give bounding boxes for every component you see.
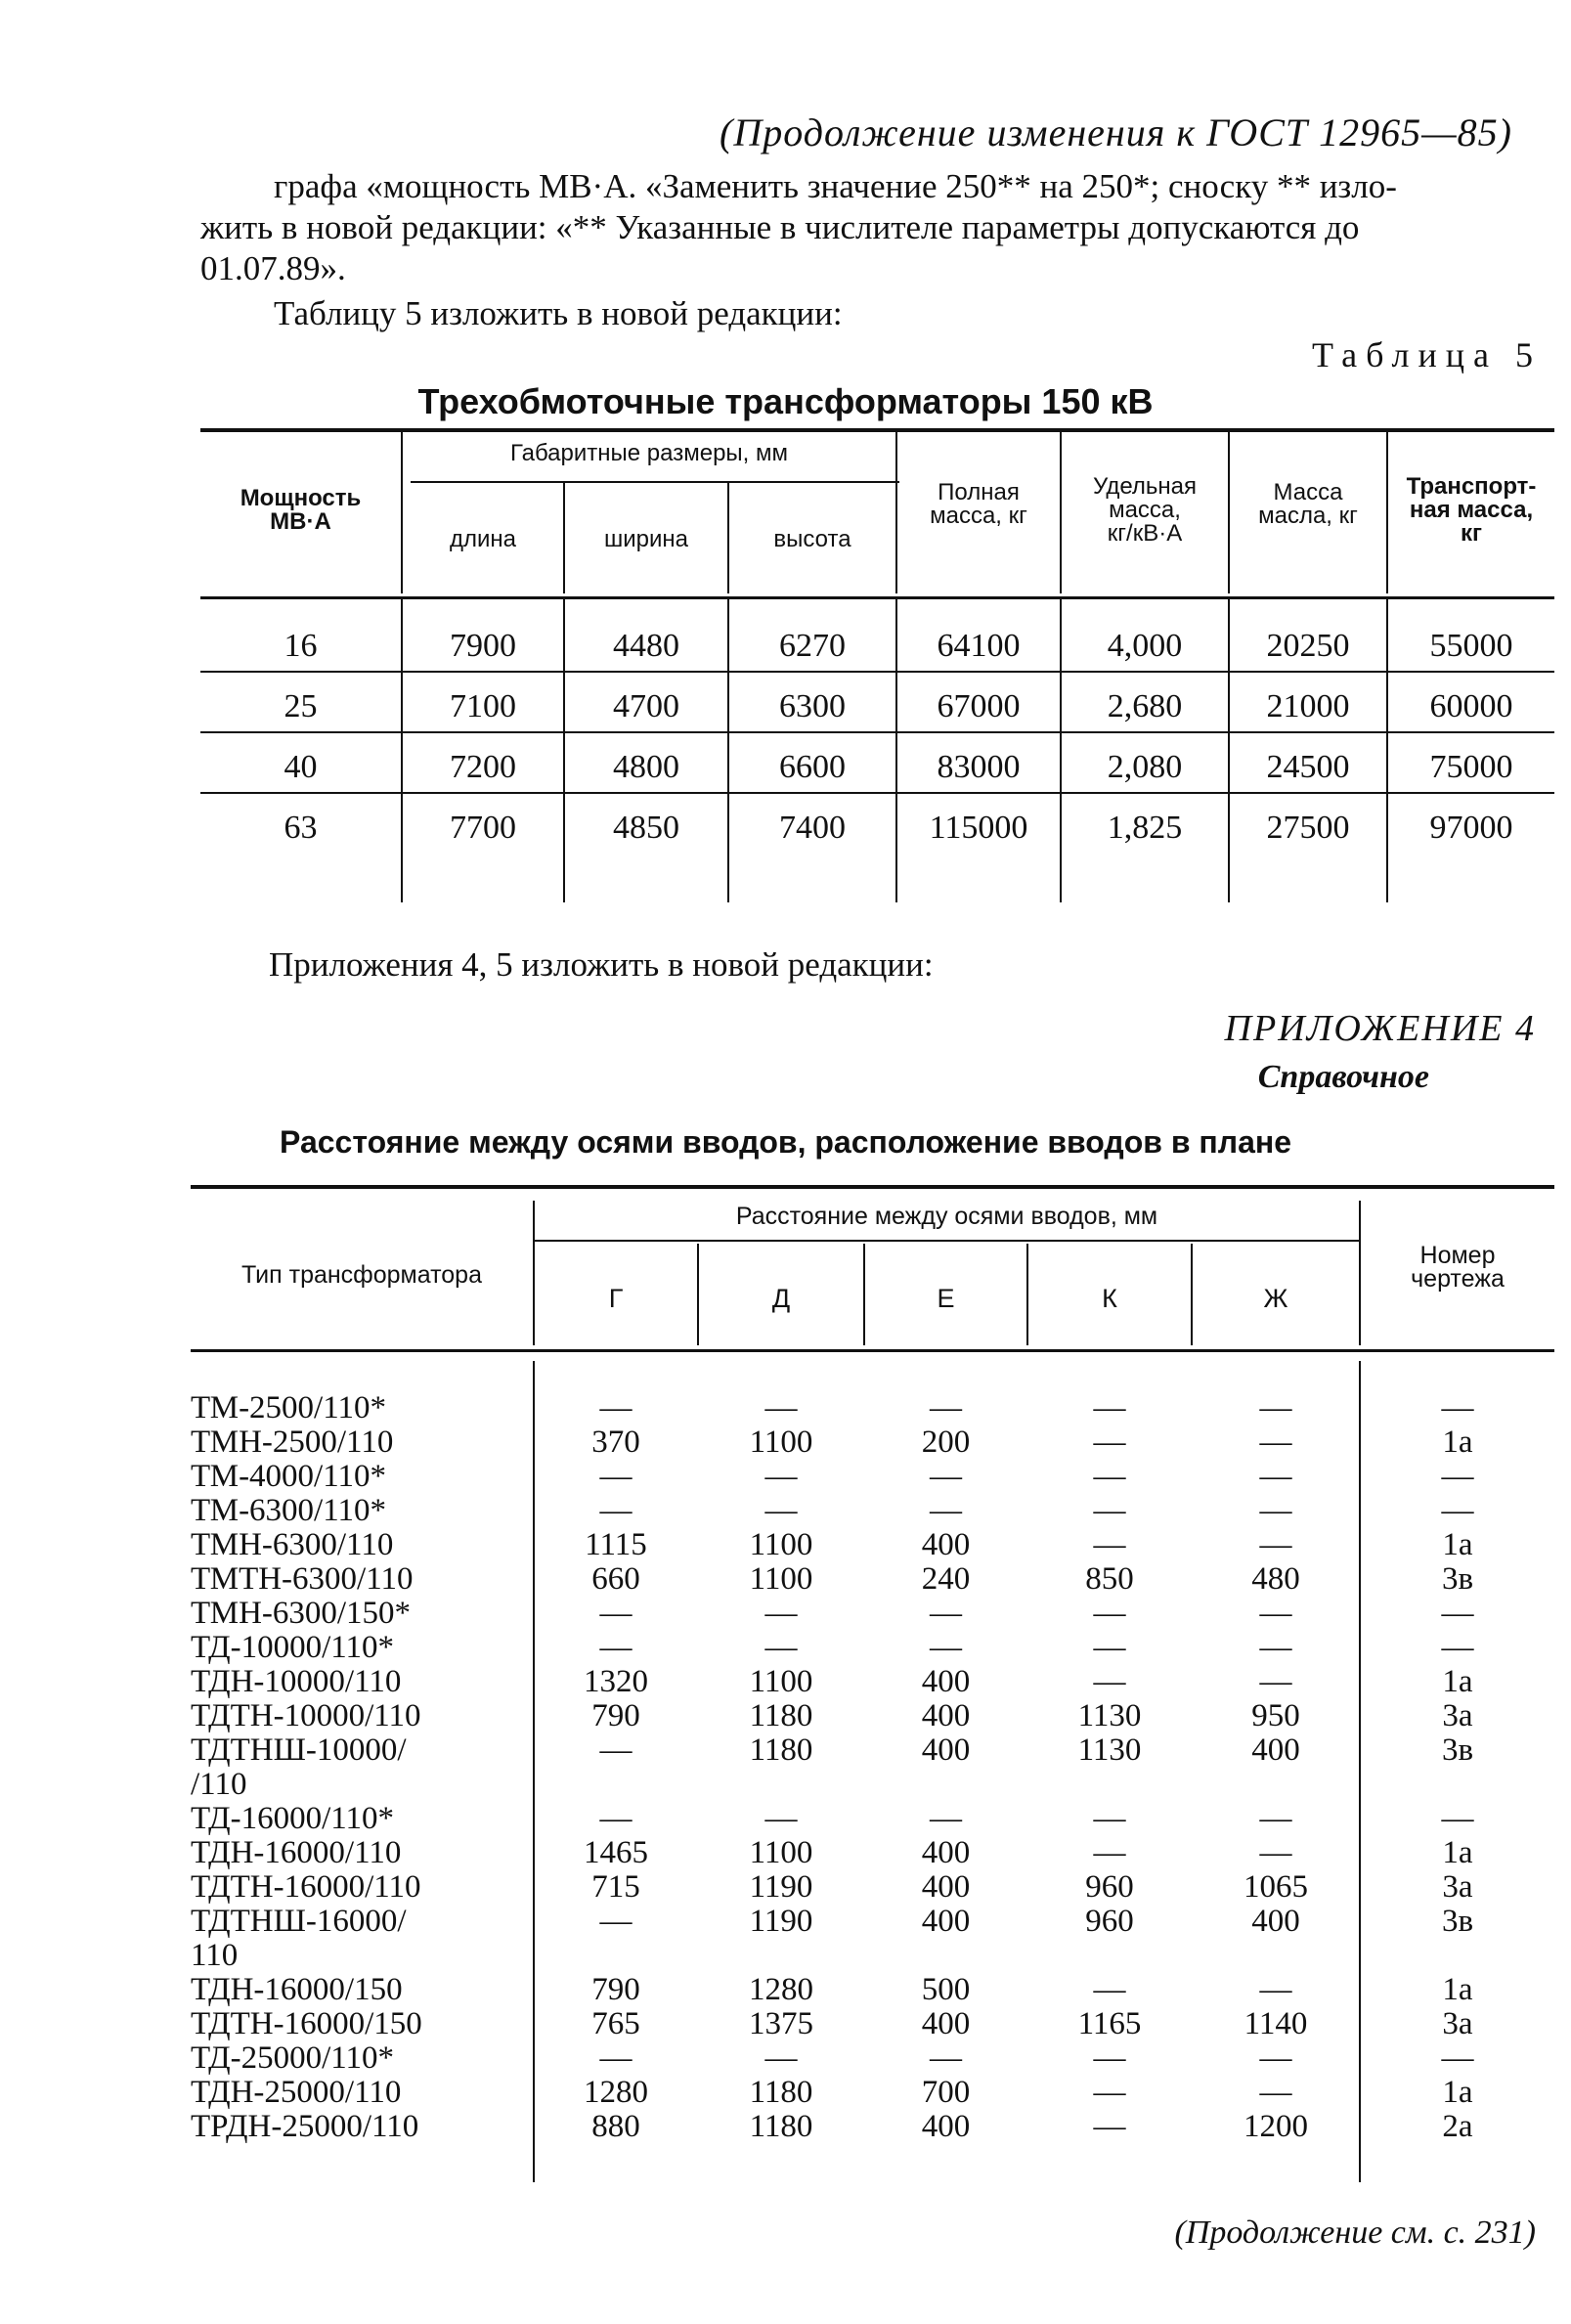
header-g: Г (608, 1284, 624, 1313)
header-e: Е (937, 1284, 955, 1313)
cell-length: 7100 (450, 688, 516, 724)
cell-d: 1100 (749, 1664, 813, 1699)
cell-d: 1375 (749, 2006, 813, 2041)
cell-drawing: — (1441, 1596, 1474, 1631)
cell-e: — (930, 1459, 962, 1494)
cell-specific-mass: 4,000 (1107, 628, 1183, 664)
appendix-intro: Приложения 4, 5 изложить в новой редакции: (269, 945, 934, 984)
cell-length: 7200 (450, 749, 516, 785)
cell-g: 1320 (584, 1664, 648, 1699)
cell-e: — (930, 1801, 962, 1836)
cell-drawing: 2а (1442, 2109, 1473, 2144)
cell-k: — (1093, 1630, 1126, 1665)
cell-width: 4800 (613, 749, 679, 785)
cell-e: 400 (921, 1698, 971, 1733)
cell-d: 1190 (749, 1869, 813, 1905)
header-zh: Ж (1263, 1284, 1288, 1313)
cell-height: 6270 (779, 628, 846, 664)
cell-e: 400 (921, 1869, 971, 1905)
transformer-type: ТМТН-6300/110 (191, 1561, 414, 1597)
cell-e: 240 (921, 1561, 971, 1597)
transformer-type: ТДТН-16000/110 (191, 1869, 421, 1905)
cell-d: 1180 (749, 2109, 813, 2144)
header-dims-group: Габаритные размеры, мм (509, 440, 788, 466)
cell-drawing: 1а (1442, 1527, 1473, 1562)
cell-zh: — (1259, 1596, 1292, 1631)
cell-width: 4480 (613, 628, 679, 664)
cell-specific-mass: 2,680 (1107, 688, 1183, 724)
appendix-subtitle: Справочное (1257, 1059, 1429, 1095)
header-transport-mass: Транспорт- ная масса, кг (1406, 473, 1537, 547)
appendix-header-rule (191, 1349, 1554, 1352)
cell-zh: 1200 (1244, 2109, 1308, 2144)
cell-drawing: — (1441, 1801, 1474, 1836)
transformer-type: ТДН-16000/150 (191, 1972, 403, 2007)
intro-line-4: Таблицу 5 изложить в новой редакции: (274, 294, 843, 332)
table5-caption: Таблица 5 (1312, 335, 1542, 374)
header-full-mass: Полная масса, кг (930, 479, 1027, 529)
cell-e: 700 (921, 2075, 971, 2110)
cell-k: 1165 (1077, 2006, 1142, 2041)
header-power: Мощность МВ·А (240, 485, 362, 535)
cell-power: 63 (284, 810, 318, 846)
transformer-type: /110 (191, 1767, 247, 1802)
cell-zh: 950 (1251, 1698, 1300, 1733)
table5-header-rule (200, 596, 1554, 599)
cell-drawing: 3а (1442, 1698, 1473, 1733)
cell-e: — (930, 1630, 962, 1665)
cell-transport-mass: 60000 (1429, 688, 1513, 724)
cell-k: 1130 (1077, 1698, 1142, 1733)
cell-zh: — (1259, 1835, 1292, 1870)
cell-k: — (1093, 1835, 1126, 1870)
cell-oil-mass: 21000 (1266, 688, 1350, 724)
cell-d: — (764, 1630, 798, 1665)
cell-drawing: — (1441, 1493, 1474, 1528)
cell-specific-mass: 2,080 (1107, 749, 1183, 785)
cell-width: 4850 (613, 810, 679, 846)
cell-d: 1180 (749, 2075, 813, 2110)
cell-k: 960 (1085, 1869, 1134, 1905)
transformer-type: ТД-25000/110* (191, 2040, 395, 2076)
cell-full-mass: 64100 (937, 628, 1021, 664)
cell-zh: — (1259, 1664, 1292, 1699)
cell-g: — (599, 1493, 633, 1528)
cell-g: — (599, 1904, 633, 1939)
appendix-table-title: Расстояние между осями вводов, расположение вводов в плане (280, 1124, 1291, 1160)
intro-line-3: 01.07.89». (200, 249, 346, 287)
table5-group-rule (411, 481, 899, 483)
cell-zh: 400 (1251, 1732, 1300, 1768)
cell-d: — (764, 1596, 798, 1631)
cell-oil-mass: 27500 (1266, 810, 1350, 846)
appendix-group-rule (533, 1240, 1359, 1242)
cell-e: 400 (921, 2006, 971, 2041)
cell-e: 200 (921, 1425, 971, 1460)
cell-k: — (1093, 1493, 1126, 1528)
intro-line-1: графа «мощность МВ·А. «Заменить значение 250** на 250*; сноску ** изло- (274, 167, 1397, 205)
cell-k: — (1093, 1390, 1126, 1425)
cell-full-mass: 67000 (937, 688, 1021, 724)
cell-transport-mass: 97000 (1429, 810, 1513, 846)
cell-k: — (1093, 1664, 1126, 1699)
cell-drawing: 3в (1441, 1732, 1474, 1768)
cell-specific-mass: 1,825 (1107, 810, 1183, 846)
cell-g: — (599, 1390, 633, 1425)
cell-drawing: — (1441, 1630, 1474, 1665)
cell-zh: 1140 (1244, 2006, 1308, 2041)
cell-drawing: 1а (1442, 1972, 1473, 2007)
cell-e: 400 (921, 2109, 971, 2144)
transformer-type: ТД-10000/110* (191, 1630, 395, 1665)
header-transformer-type: Тип трансформатора (241, 1261, 482, 1289)
transformer-type: ТМН-6300/110 (191, 1527, 394, 1562)
cell-k: 960 (1085, 1904, 1134, 1939)
cell-k: — (1093, 1527, 1126, 1562)
cell-g: 765 (591, 2006, 640, 2041)
cell-drawing: 1а (1442, 2075, 1473, 2110)
cell-d: — (764, 1390, 798, 1425)
header-d: Д (771, 1284, 791, 1313)
cell-zh: — (1259, 1459, 1292, 1494)
appendix-top-rule (191, 1185, 1554, 1189)
cell-power: 25 (284, 688, 318, 724)
table5-row-rule (200, 792, 1554, 794)
header-k: К (1102, 1284, 1117, 1313)
cell-full-mass: 115000 (929, 810, 1028, 846)
cell-g: 660 (591, 1561, 640, 1597)
cell-power: 40 (284, 749, 318, 785)
transformer-type: ТМН-6300/150* (191, 1596, 412, 1631)
cell-zh: — (1259, 1801, 1292, 1836)
cell-oil-mass: 24500 (1266, 749, 1350, 785)
cell-g: 790 (591, 1698, 640, 1733)
cell-g: 1115 (585, 1527, 647, 1562)
cell-d: — (764, 1493, 798, 1528)
cell-d: 1280 (749, 1972, 813, 2007)
cell-zh: — (1259, 1630, 1292, 1665)
cell-g: 880 (591, 2109, 640, 2144)
cell-zh: — (1259, 2075, 1292, 2110)
cell-zh: 480 (1251, 1561, 1300, 1597)
cell-drawing: 1а (1442, 1425, 1473, 1460)
cell-drawing: 1а (1442, 1835, 1473, 1870)
cell-g: 1465 (584, 1835, 648, 1870)
cell-d: 1100 (749, 1561, 813, 1597)
cell-drawing: 3в (1441, 1904, 1474, 1939)
transformer-type: ТДТНШ-10000/ (191, 1732, 407, 1768)
cell-length: 7900 (450, 628, 516, 664)
cell-e: — (930, 2040, 962, 2076)
cell-k: — (1093, 1801, 1126, 1836)
cell-drawing: 3а (1442, 2006, 1473, 2041)
table5-row-rule (200, 671, 1554, 673)
cell-k: — (1093, 2075, 1126, 2110)
cell-g: — (599, 1630, 633, 1665)
cell-d: 1100 (749, 1527, 813, 1562)
transformer-type: ТРДН-25000/110 (191, 2109, 419, 2144)
table5-top-rule (200, 428, 1554, 432)
intro-line-2: жить в новой редакции: «** Указанные в числителе параметры допускаются до (200, 208, 1360, 246)
cell-g: — (599, 2040, 633, 2076)
cell-g: 790 (591, 1972, 640, 2007)
table5-row-rule (200, 731, 1554, 733)
cell-e: — (930, 1596, 962, 1631)
cell-d: — (764, 1459, 798, 1494)
cell-e: — (930, 1390, 962, 1425)
cell-height: 6300 (779, 688, 846, 724)
cell-k: — (1093, 2040, 1126, 2076)
cell-drawing: 3в (1441, 1561, 1474, 1597)
transformer-type: ТМ-6300/110* (191, 1493, 386, 1528)
transformer-type: ТМ-4000/110* (191, 1459, 386, 1494)
transformer-type: ТДТН-16000/150 (191, 2006, 422, 2041)
cell-e: 400 (921, 1732, 971, 1768)
cell-zh: — (1259, 2040, 1292, 2076)
cell-zh: — (1259, 1493, 1292, 1528)
header-height: высота (773, 526, 851, 552)
header-distance-group: Расстояние между осями вводов, мм (735, 1203, 1158, 1230)
cell-k: — (1093, 1459, 1126, 1494)
cell-k: — (1093, 2109, 1126, 2144)
cell-drawing: — (1441, 2040, 1474, 2076)
transformer-type: ТДН-25000/110 (191, 2075, 402, 2110)
cell-drawing: 3а (1442, 1869, 1473, 1905)
cell-d: 1190 (749, 1904, 813, 1939)
header-specific-mass: Удельная масса, кг/кВ·А (1092, 473, 1198, 547)
transformer-type: ТМН-2500/110 (191, 1425, 394, 1460)
transformer-type: ТДН-16000/110 (191, 1835, 402, 1870)
transformer-type: ТДТНШ-16000/ (191, 1904, 407, 1939)
cell-e: — (930, 1493, 962, 1528)
transformer-type: ТДТН-10000/110 (191, 1698, 421, 1733)
cell-g: — (599, 1801, 633, 1836)
cell-transport-mass: 75000 (1429, 749, 1513, 785)
cell-oil-mass: 20250 (1266, 628, 1350, 664)
cell-zh: — (1259, 1425, 1292, 1460)
cell-d: 1180 (749, 1698, 813, 1733)
cell-e: 400 (921, 1904, 971, 1939)
cell-full-mass: 83000 (937, 749, 1021, 785)
cell-drawing: — (1441, 1390, 1474, 1425)
cell-power: 16 (284, 628, 318, 664)
cell-width: 4700 (613, 688, 679, 724)
cell-d: 1100 (749, 1425, 813, 1460)
transformer-type: ТДН-10000/110 (191, 1664, 402, 1699)
cell-g: 370 (591, 1425, 640, 1460)
cell-e: 400 (921, 1835, 971, 1870)
cell-d: 1100 (749, 1835, 813, 1870)
cell-zh: 400 (1251, 1904, 1300, 1939)
cell-k: — (1093, 1972, 1126, 2007)
transformer-type: ТМ-2500/110* (191, 1390, 386, 1425)
cell-length: 7700 (450, 810, 516, 846)
cell-g: — (599, 1459, 633, 1494)
cell-e: 400 (921, 1664, 971, 1699)
header-width: ширина (603, 526, 688, 552)
transformer-type: ТД-16000/110* (191, 1801, 395, 1836)
cell-k: 850 (1085, 1561, 1134, 1597)
footer-continuation: (Продолжение см. с. 231) (1174, 2214, 1536, 2251)
continuation-header: (Продолжение изменения к ГОСТ 12965—85) (720, 110, 1512, 154)
cell-zh: — (1259, 1527, 1292, 1562)
appendix-title: ПРИЛОЖЕНИЕ 4 (1224, 1008, 1536, 1049)
cell-drawing: — (1441, 1459, 1474, 1494)
cell-transport-mass: 55000 (1429, 628, 1513, 664)
transformer-type: 110 (191, 1938, 239, 1973)
cell-zh: — (1259, 1390, 1292, 1425)
cell-d: — (764, 1801, 798, 1836)
cell-k: 1130 (1077, 1732, 1142, 1768)
header-drawing-number: Номер чертежа (1411, 1242, 1505, 1293)
cell-drawing: 1а (1442, 1664, 1473, 1699)
header-oil-mass: Масса масла, кг (1258, 479, 1358, 529)
header-length: длина (449, 526, 516, 552)
cell-zh: 1065 (1244, 1869, 1308, 1905)
cell-g: 715 (591, 1869, 640, 1905)
cell-g: — (599, 1596, 633, 1631)
cell-e: 400 (921, 1527, 971, 1562)
cell-d: — (764, 2040, 798, 2076)
cell-zh: — (1259, 1972, 1292, 2007)
cell-d: 1180 (749, 1732, 813, 1768)
cell-k: — (1093, 1425, 1126, 1460)
cell-g: 1280 (584, 2075, 648, 2110)
table5-title: Трехобмоточные трансформаторы 150 кВ (417, 381, 1154, 421)
cell-e: 500 (921, 1972, 971, 2007)
cell-g: — (599, 1732, 633, 1768)
cell-k: — (1093, 1596, 1126, 1631)
cell-height: 7400 (779, 810, 846, 846)
cell-height: 6600 (779, 749, 846, 785)
